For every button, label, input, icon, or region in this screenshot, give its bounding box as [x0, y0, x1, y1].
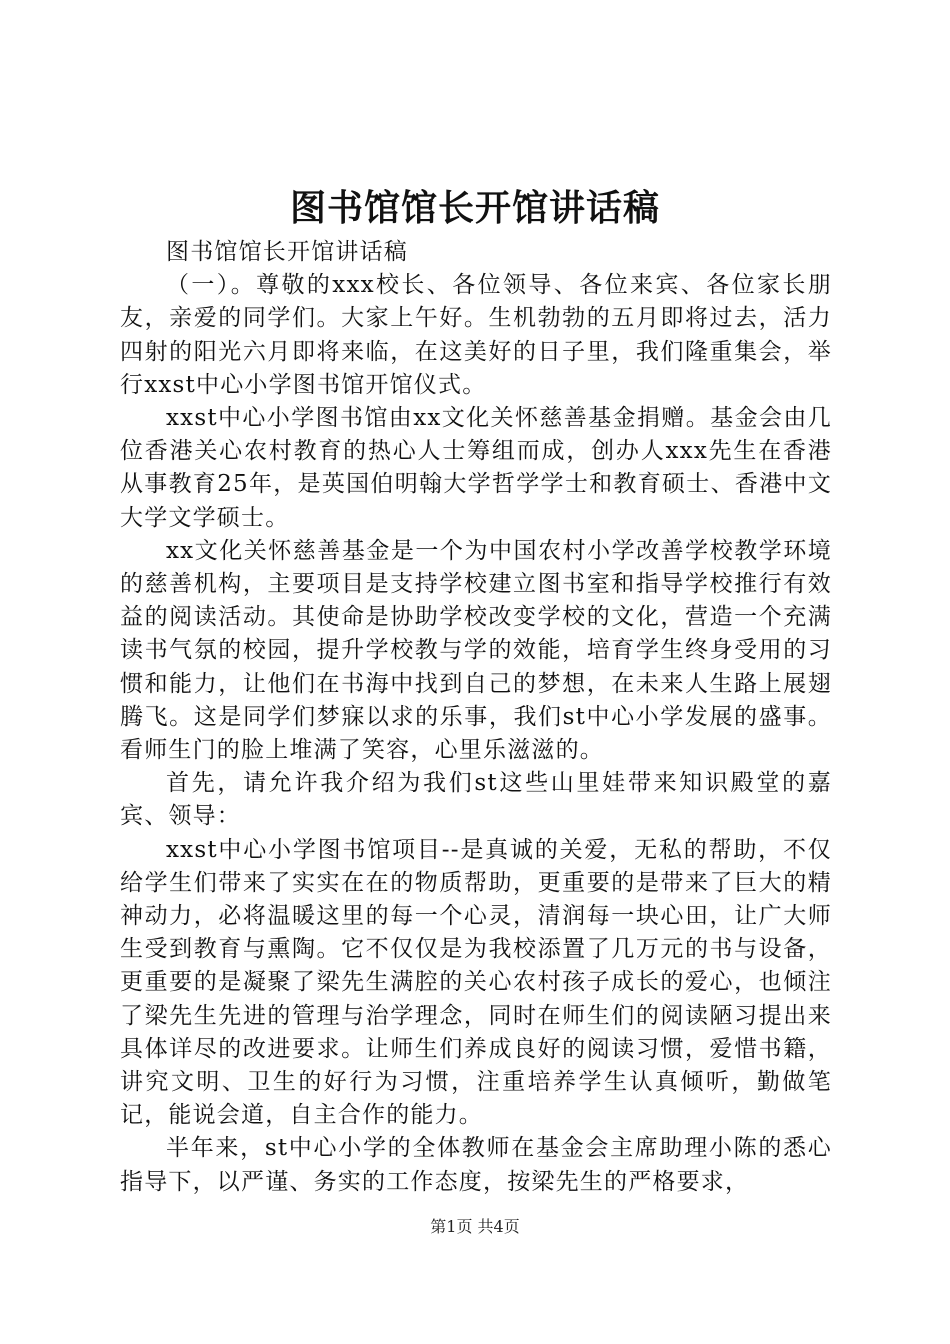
- paragraph-half-year: 半年来，st中心小学的全体教师在基金会主席助理小陈的悉心指导下，以严谨、务实的工作态度，按梁先生的严格要求，: [120, 1135, 832, 1195]
- document-body: [120, 236, 832, 1199]
- paragraph-project-significance: xxst中心小学图书馆项目--是真诚的关爱，无私的帮助，不仅给学生们带来了实实在在的物质帮助，更重要的是带来了巨大的精神动力，必将温暖这里的每一个心灵，清润每一块心田，让广大师生受到教育与熏陶。它不仅仅是为我校添置了几万元的书与设备，更重要的是凝聚了梁先生满腔的关心农村孩子成长的爱心，也倾注了梁先生先进的管理与治学理念，同时在师生们的阅读陋习提出来具体详尽的改进要求。让师生们养成良好的阅读习惯，爱惜书籍，讲究文明、卫生的好行为习惯，注重培养学生认真倾听，勤做笔记，能说会道，自主合作的能力。: [120, 836, 832, 1129]
- paragraph-greeting: （一）。尊敬的xxx校长、各位领导、各位来宾、各位家长朋友，亲爱的同学们。大家上午好。生机勃勃的五月即将过去，活力四射的阳光六月即将来临，在这美好的日子里，我们隆重集会，举行xxst中心小学图书馆开馆仪式。: [120, 272, 832, 398]
- page-footer: 第1页 共4页: [430, 1217, 520, 1236]
- paragraph-subtitle: 图书馆馆长开馆讲话稿: [166, 239, 408, 265]
- paragraph-library-donation: xxst中心小学图书馆由xx文化关怀慈善基金捐赠。基金会由几位香港关心农村教育的热心人士筹组而成，创办人xxx先生在香港从事教育25年，是英国伯明翰大学哲学学士和教育硕士、香港中文大学文学硕士。: [120, 405, 832, 531]
- paragraph-foundation-mission: xx文化关怀慈善基金是一个为中国农村小学改善学校教学环境的慈善机构，主要项目是支持学校建立图书室和指导学校推行有效益的阅读活动。其使命是协助学校改变学校的文化，营造一个充满读书气氛的校园，提升学校教与学的效能，培育学生终身受用的习惯和能力，让他们在书海中找到自己的梦想，在未来人生路上展翅腾飞。这是同学们梦寐以求的乐事，我们st中心小学发展的盛事。看师生门的脸上堆满了笑容，心里乐滋滋的。: [120, 537, 832, 764]
- paragraph-introduce-guests: 首先，请允许我介绍为我们st这些山里娃带来知识殿堂的嘉宾、领导：: [120, 770, 832, 830]
- document-title: 图书馆馆长开馆讲话稿: [289, 187, 660, 229]
